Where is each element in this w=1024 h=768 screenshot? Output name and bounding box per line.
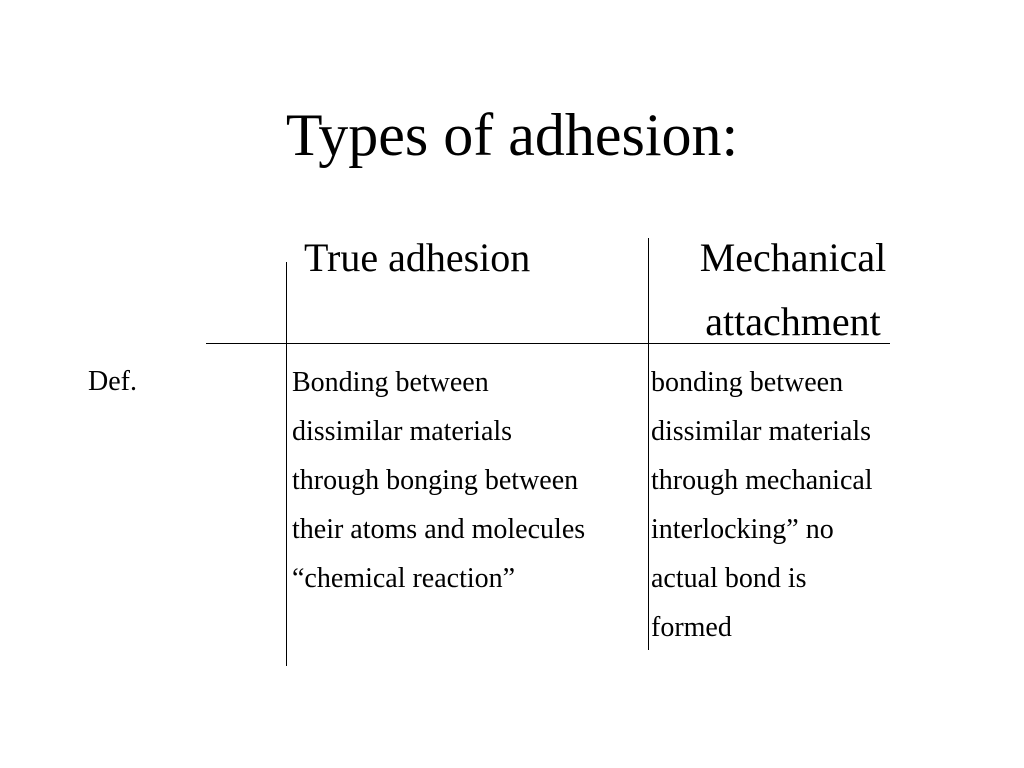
slide-title: Types of adhesion: bbox=[285, 102, 739, 168]
column-header-mechanical-line2: attachment bbox=[705, 299, 881, 344]
definition-line: Bonding between bbox=[292, 367, 489, 398]
definition-line: “chemical reaction” bbox=[292, 563, 516, 594]
table-column-divider-left bbox=[286, 262, 287, 666]
definition-line: through mechanical bbox=[651, 465, 873, 496]
definition-line: formed bbox=[651, 612, 732, 643]
definition-line: dissimilar materials bbox=[651, 416, 872, 447]
mechanical-attachment-definition bbox=[651, 358, 873, 652]
row-label-definition: Def. bbox=[88, 366, 137, 397]
column-header-mechanical-attachment bbox=[648, 226, 938, 354]
definition-line: their atoms and molecules bbox=[292, 514, 586, 545]
table-column-divider-right bbox=[648, 238, 649, 650]
definition-line: bonding between bbox=[651, 367, 844, 398]
definition-line: interlocking” no bbox=[651, 514, 834, 545]
table-header-divider bbox=[206, 343, 890, 344]
definition-line: actual bond is bbox=[651, 563, 807, 594]
definition-line: dissimilar materials bbox=[292, 416, 513, 447]
column-header-mechanical-line1: Mechanical bbox=[699, 235, 887, 280]
definition-line: through bonging between bbox=[292, 465, 579, 496]
column-header-true-adhesion: True adhesion bbox=[304, 235, 531, 280]
true-adhesion-definition bbox=[292, 358, 585, 603]
